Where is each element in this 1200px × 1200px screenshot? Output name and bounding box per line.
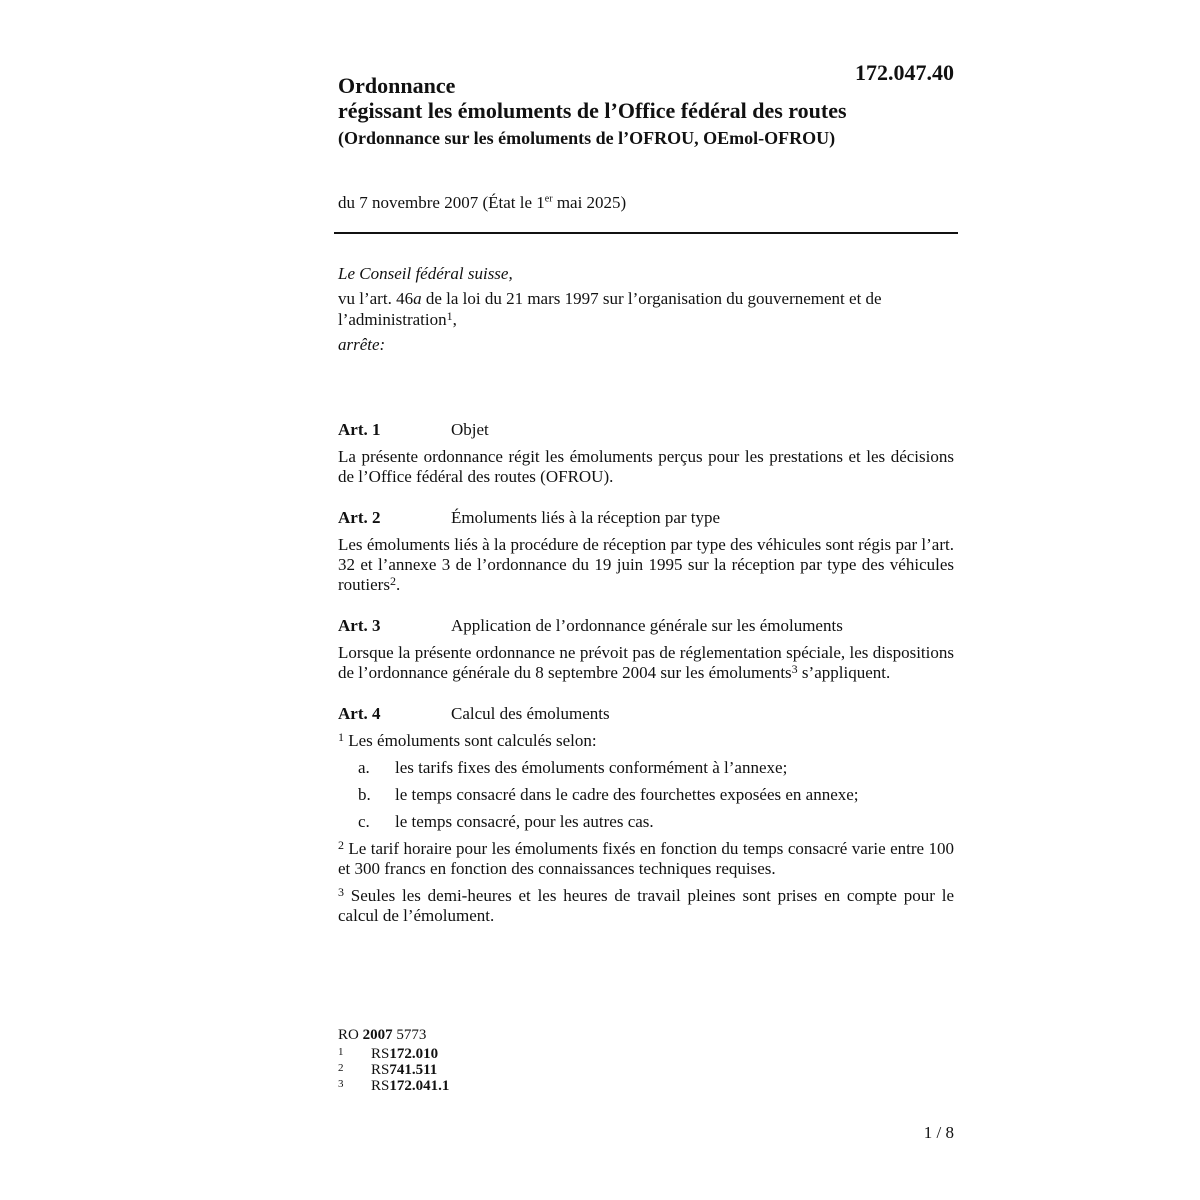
article-body-end: . xyxy=(395,575,401,594)
footnote-link[interactable]: 172.041.1 xyxy=(389,1078,450,1094)
article-number: Art. 4 xyxy=(338,704,381,723)
articles xyxy=(338,420,954,947)
article-heading xyxy=(338,704,954,724)
basis-part-2: de la loi du 21 mars 1997 sur l’organisation du gouvernement et de l’administration xyxy=(338,289,882,329)
short-title: (Ordonnance sur les émoluments de l’OFROU, OEmol-OFROU) xyxy=(338,128,836,148)
article-body-text: Lorsque la présente ordonnance ne prévoit pas de réglementation spéciale, les dispositions de l’ordonnance générale du 8 septembre 2004 sur les émoluments xyxy=(338,643,954,682)
list-item xyxy=(338,785,954,805)
page-title xyxy=(338,73,954,123)
article-body xyxy=(338,535,954,595)
basis-part-1: vu l’art. 46 xyxy=(338,289,414,308)
footnotes xyxy=(338,1027,954,1094)
article-title: Objet xyxy=(451,420,489,439)
preamble xyxy=(338,263,954,359)
rs-number: 172.047.40 xyxy=(855,60,954,85)
preamble-decree: arrête: xyxy=(338,335,386,354)
footnote-number: 2 xyxy=(338,1062,344,1074)
paragraph-number: 3 xyxy=(338,885,344,899)
ro-prefix: RO xyxy=(338,1027,363,1043)
article-heading xyxy=(338,420,954,440)
list-item xyxy=(338,812,954,832)
list-letter: c. xyxy=(358,812,370,831)
footnote-item xyxy=(338,1078,954,1094)
basis-end: , xyxy=(452,310,457,329)
paragraph-2 xyxy=(338,839,954,879)
title-block xyxy=(338,73,954,149)
article-title: Émoluments liés à la réception par type xyxy=(451,508,721,527)
footnote-ref-2[interactable]: 2 xyxy=(389,574,396,588)
list-text: le temps consacré, pour les autres cas. xyxy=(395,812,654,831)
title-line-2: régissant les émoluments de l’Office fédéral des routes xyxy=(338,98,847,123)
footnote-prefix: RS xyxy=(371,1062,390,1078)
title-line-1: Ordonnance xyxy=(338,73,456,98)
ro-year: 2007 xyxy=(362,1027,393,1043)
article-heading xyxy=(338,508,954,528)
footnote-item xyxy=(338,1062,954,1078)
page-number: 1 / 8 xyxy=(923,1123,954,1142)
article-body-end: s’appliquent. xyxy=(797,663,891,682)
footnote-number: 1 xyxy=(338,1046,344,1058)
date-suffix: mai 2025) xyxy=(552,193,627,212)
footnote-ref-3[interactable]: 3 xyxy=(791,662,798,676)
article-4 xyxy=(338,704,954,926)
paragraph-1 xyxy=(338,731,954,751)
basis-italic: a xyxy=(413,289,422,308)
footnote-ref-1[interactable]: 1 xyxy=(446,309,453,323)
date-prefix: du 7 novembre 2007 (État le 1 xyxy=(338,193,545,212)
article-title: Application de l’ordonnance générale sur les émoluments xyxy=(451,616,843,635)
list-text: le temps consacré dans le cadre des fourchettes exposées en annexe; xyxy=(395,785,859,804)
paragraph-text: Les émoluments sont calculés selon: xyxy=(344,731,597,750)
ro-reference xyxy=(338,1027,954,1044)
list-letter: a. xyxy=(358,758,370,777)
article-body-text: Les émoluments liés à la procédure de réception par type des véhicules sont régis par l’art. 32 et l’annexe 3 de l’ordonnance du 19 juin 1995 sur la réception par type des véhicules routiers xyxy=(338,535,954,594)
paragraph-number: 2 xyxy=(338,838,344,852)
article-1 xyxy=(338,420,954,487)
footnote-number: 3 xyxy=(338,1078,344,1090)
date-sup: er xyxy=(544,193,553,205)
article-2 xyxy=(338,508,954,595)
article-3 xyxy=(338,616,954,683)
footnote-prefix: RS xyxy=(371,1078,390,1094)
footnote-link[interactable]: 741.511 xyxy=(389,1062,438,1078)
preamble-authority: Le Conseil fédéral suisse, xyxy=(338,264,513,283)
date-line xyxy=(338,192,954,214)
paragraph-text: Le tarif horaire pour les émoluments fixés en fonction du temps consacré varie entre 100 et 300 francs en fonction des connaissances techniques requises. xyxy=(338,839,954,878)
paragraph-3 xyxy=(338,886,954,926)
footnote-prefix: RS xyxy=(371,1046,390,1062)
calculation-list xyxy=(338,758,954,832)
list-letter: b. xyxy=(358,785,371,804)
article-title: Calcul des émoluments xyxy=(451,704,610,723)
footnote-item xyxy=(338,1046,954,1062)
article-number: Art. 1 xyxy=(338,420,381,439)
article-heading xyxy=(338,616,954,636)
ro-page: 5773 xyxy=(392,1027,427,1043)
list-text: les tarifs fixes des émoluments conformément à l’annexe; xyxy=(395,758,788,777)
article-body xyxy=(338,643,954,683)
list-item xyxy=(338,758,954,778)
paragraph-number: 1 xyxy=(338,730,344,744)
footnote-link[interactable]: 172.010 xyxy=(389,1046,439,1062)
preamble-basis xyxy=(338,288,954,330)
title-divider xyxy=(334,232,958,234)
article-number: Art. 3 xyxy=(338,616,381,635)
article-number: Art. 2 xyxy=(338,508,381,527)
paragraph-text: Seules les demi-heures et les heures de travail pleines sont prises en compte pour le calcul de l’émolument. xyxy=(338,886,954,925)
article-body: La présente ordonnance régit les émoluments perçus pour les prestations et les décisions de l’Office fédéral des routes (OFROU). xyxy=(338,447,954,486)
